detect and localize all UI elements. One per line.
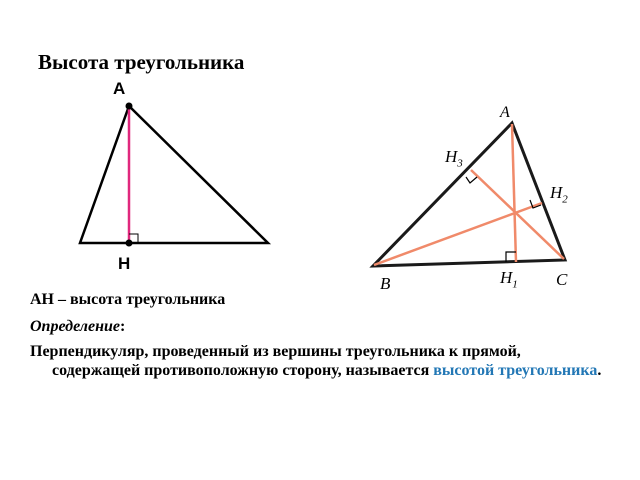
vertex-b-right-label: B (380, 274, 391, 293)
foot-h3-label (445, 147, 463, 169)
foot-h2-subscript: 2 (562, 193, 568, 206)
definition-label: Определение (30, 318, 120, 335)
definition-colon: : (120, 318, 126, 335)
altitude-a-h1 (512, 124, 516, 262)
vertex-a-label: А (113, 79, 126, 98)
definition-term: высотой треугольника (433, 362, 598, 379)
foot-h1-label (500, 268, 518, 290)
slide-title: Высота треугольника (38, 50, 245, 74)
foot-h2-letter: H (550, 183, 563, 202)
vertex-a-right-label: A (500, 104, 510, 121)
definition-end: . (597, 362, 602, 379)
right-angle-mark-h3 (466, 177, 477, 183)
foot-h3-letter: H (445, 147, 458, 166)
foot-h3-subscript: 3 (457, 157, 463, 170)
altitude-caption: АН – высота треугольника (30, 291, 226, 308)
definition-body: Перпендикуляр, проведенный из вершины треугольника к прямой, содержащей противоположную сторону, называется (30, 343, 521, 379)
triangle-abc-outline-right (373, 123, 565, 266)
definition-paragraph (30, 342, 610, 380)
foot-h2-label (550, 183, 568, 205)
explanation-text (30, 290, 610, 380)
definition-heading (30, 317, 610, 336)
foot-h1-letter: H (500, 268, 513, 287)
vertex-h-label: Н (118, 254, 131, 273)
vertex-c-right-label: C (556, 270, 568, 289)
foot-h1-subscript: 1 (512, 278, 518, 291)
